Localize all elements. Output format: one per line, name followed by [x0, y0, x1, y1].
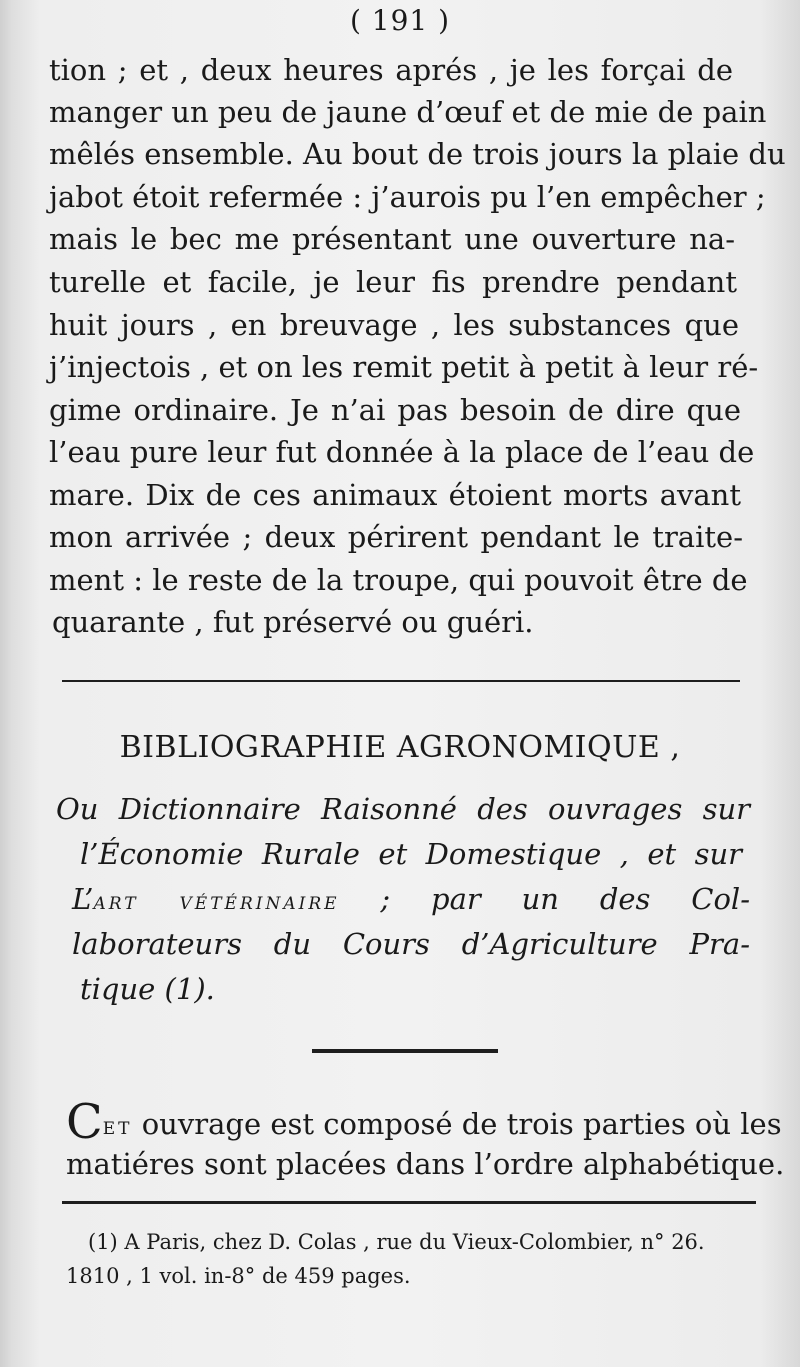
intro-line: matiéres sont placées dans l’ordre alphabétique.: [66, 1147, 785, 1181]
subtitle-line: tique (1).: [80, 972, 215, 1006]
body-line: l’eau pure leur fut donnée à la place de l’eau de: [49, 435, 755, 469]
body-line: j’injectois , et on les remit petit à petit à leur ré-: [49, 350, 759, 384]
subtitle-line: l’Économie Rurale et Domestique , et sur: [80, 837, 742, 871]
body-line: jabot étoit refermée : j’aurois pu l’en empêcher ;: [49, 180, 766, 214]
subtitle-fragment: L’: [72, 882, 94, 916]
section-divider: [62, 680, 740, 682]
footnote-line: 1810 , 1 vol. in-8° de 459 pages.: [66, 1264, 411, 1288]
subtitle-line-art-veterinaire: [72, 882, 751, 919]
intro-text: ouvrage est composé de trois parties où les: [132, 1107, 782, 1141]
subtitle-fragment: ; par un des Col-: [380, 882, 751, 916]
body-line: ment : le reste de la troupe, qui pouvoit être de: [49, 563, 748, 597]
body-line: mon arrivée ; deux périrent pendant le traite-: [49, 520, 743, 554]
body-line: quarante , fut préservé ou guéri.: [52, 605, 534, 639]
body-line: huit jours , en breuvage , les substances que: [49, 308, 739, 342]
section-title: BIBLIOGRAPHIE AGRONOMIQUE ,: [119, 730, 681, 765]
body-line: tion ; et , deux heures aprés , je les forçai de: [49, 53, 733, 87]
body-line: manger un peu de jaune d’œuf et de mie de pain: [49, 95, 767, 129]
body-line: mare. Dix de ces animaux étoient morts avant: [49, 478, 741, 512]
subtitle-line: laborateurs du Cours d’Agriculture Pra-: [72, 927, 750, 961]
subtitle-smallcaps: ART: [93, 894, 139, 914]
footnote-line: (1) A Paris, chez D. Colas , rue du Vieux-Colombier, n° 26.: [88, 1230, 705, 1254]
body-line: mais le bec me présentant une ouverture na-: [49, 222, 735, 256]
body-line: gime ordinaire. Je n’ai pas besoin de dire que: [49, 393, 741, 427]
body-line: turelle et facile, je leur fis prendre pendant: [49, 265, 737, 299]
short-divider: [312, 1049, 498, 1053]
footnote-divider: [62, 1201, 756, 1204]
subtitle-smallcaps: VÉTÉRINAIRE: [179, 894, 340, 914]
body-line: mêlés ensemble. Au bout de trois jours la plaie du: [49, 137, 786, 171]
intro-line: [66, 1094, 782, 1150]
intro-smallcaps: ET: [102, 1119, 133, 1139]
drop-cap: C: [66, 1094, 103, 1150]
subtitle-line: Ou Dictionnaire Raisonné des ouvrages sur: [56, 792, 750, 826]
page-number: ( 191 ): [349, 4, 451, 37]
